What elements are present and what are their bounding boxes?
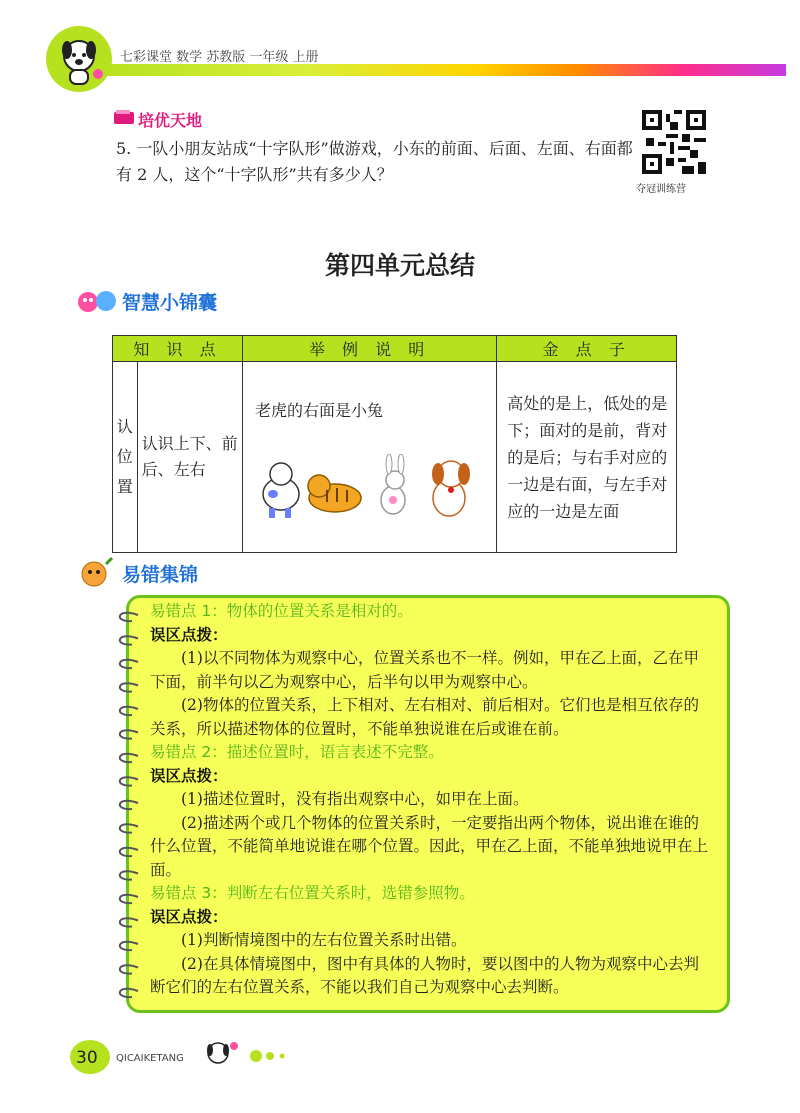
tiger-icon bbox=[308, 475, 361, 512]
knowledge-table bbox=[112, 335, 677, 553]
animals-illustration bbox=[253, 454, 483, 524]
spiral-ring bbox=[120, 777, 138, 785]
spiral-ring bbox=[120, 848, 138, 856]
mistake-3-para-1: (1)判断情境图中的左右位置关系时出错。 bbox=[181, 931, 467, 949]
table-tip: 高处的是上，低处的是下；面对的是前，背对的是后；与右手对应的一边是右面，与左手对应的一边是左面 bbox=[497, 362, 677, 553]
mistake-point-2: 易错点 2：描述位置时，语言表述不完整。 bbox=[150, 743, 444, 761]
spiral-ring bbox=[120, 613, 138, 621]
table-example-text: 老虎的右面是小兔 bbox=[254, 401, 383, 420]
peiyou-section-label: 培优天地 bbox=[138, 111, 203, 130]
spiral-rings-icon bbox=[112, 605, 146, 1005]
mistake-1-para-2: (2)物体的位置关系，上下相对、左右相对、前后相对。它们也是相互依存的关系，所以描述物体的位置时，不能单独说谁在后或谁在前。 bbox=[150, 696, 699, 738]
book-icon bbox=[112, 108, 136, 130]
table-example-cell bbox=[242, 362, 496, 553]
orange-mascot-icon bbox=[76, 556, 116, 592]
mistake-item-2 bbox=[150, 741, 712, 882]
unit-title: 第四单元总结 bbox=[324, 251, 475, 280]
spiral-ring bbox=[120, 918, 138, 926]
spiral-ring bbox=[120, 965, 138, 973]
mistake-tip-label-1: 误区点拨： bbox=[150, 625, 228, 644]
spiral-ring bbox=[120, 801, 138, 809]
page-number: 30 bbox=[76, 1048, 98, 1068]
mistake-item-1 bbox=[150, 600, 712, 741]
puppy-icon bbox=[432, 461, 470, 516]
question-5: 5. 一队小朋友站成“十字队形”做游戏，小东的前面、后面、左面、右面都有 2 人，这个“十字队形”共有多少人？ bbox=[116, 139, 633, 184]
mistake-point-1: 易错点 1：物体的位置关系是相对的。 bbox=[150, 602, 413, 620]
table-subtopic: 认识上下、前后、左右 bbox=[137, 362, 242, 553]
qr-code-icon[interactable] bbox=[642, 110, 706, 174]
table-topic: 认位置 bbox=[113, 362, 138, 553]
mistake-2-para-1: (1)描述位置时，没有指出观察中心，如甲在上面。 bbox=[181, 790, 529, 808]
spiral-ring bbox=[120, 871, 138, 879]
footer-brand: QICAIKETANG bbox=[116, 1053, 184, 1064]
header-title: 七彩课堂 数学 苏教版 一年级 上册 bbox=[120, 50, 319, 65]
header-rainbow-bar bbox=[96, 64, 786, 76]
yicuo-section-label: 易错集锦 bbox=[122, 564, 199, 586]
spiral-ring bbox=[120, 636, 138, 644]
spiral-ring bbox=[120, 730, 138, 738]
table-header-example: 举 例 说 明 bbox=[242, 336, 496, 362]
table-header-knowledge: 知 识 点 bbox=[113, 336, 243, 362]
spiral-ring bbox=[120, 989, 138, 997]
mistake-2-para-2: (2)描述两个或几个物体的位置关系时，一定要指出两个物体，说出谁在谁的什么位置，不能简单地说谁在哪个位置。因此，甲在乙上面，不能单独地说甲在上面。 bbox=[150, 813, 709, 879]
footer-mascot-icon bbox=[198, 1036, 294, 1074]
spiral-ring bbox=[120, 683, 138, 691]
qr-caption: 夺冠训练营 bbox=[636, 184, 686, 195]
mistake-point-3: 易错点 3：判断左右位置关系时，选错参照物。 bbox=[150, 884, 475, 902]
rabbit-icon bbox=[381, 454, 405, 514]
mistake-tip-label-2: 误区点拨： bbox=[150, 766, 228, 785]
mistake-3-para-2: (2)在具体情境图中，图中有具体的人物时，要以图中的人物为观察中心去判断它们的左右位置关系，不能以我们自己为观察中心去判断。 bbox=[150, 954, 699, 996]
spiral-ring bbox=[120, 754, 138, 762]
spiral-ring bbox=[120, 824, 138, 832]
table-header-tip: 金 点 子 bbox=[497, 336, 677, 362]
spiral-ring bbox=[120, 895, 138, 903]
dog-mascot-icon bbox=[46, 26, 112, 92]
cow-icon bbox=[263, 463, 299, 518]
mistake-1-para-1: (1)以不同物体为观察中心，位置关系也不一样。例如，甲在乙上面，乙在甲下面，前半句以乙为观察中心，后半句以甲为观察中心。 bbox=[150, 649, 699, 691]
mistake-tip-label-3: 误区点拨： bbox=[150, 907, 228, 926]
spiral-ring bbox=[120, 660, 138, 668]
header-logo-circle bbox=[46, 26, 112, 92]
mistake-item-3 bbox=[150, 882, 712, 1000]
spiral-ring bbox=[120, 707, 138, 715]
spiral-ring bbox=[120, 942, 138, 950]
notebook-content bbox=[150, 600, 712, 1000]
bag-mascot-icon bbox=[76, 286, 118, 320]
zhihui-section-label: 智慧小锦囊 bbox=[122, 292, 218, 314]
